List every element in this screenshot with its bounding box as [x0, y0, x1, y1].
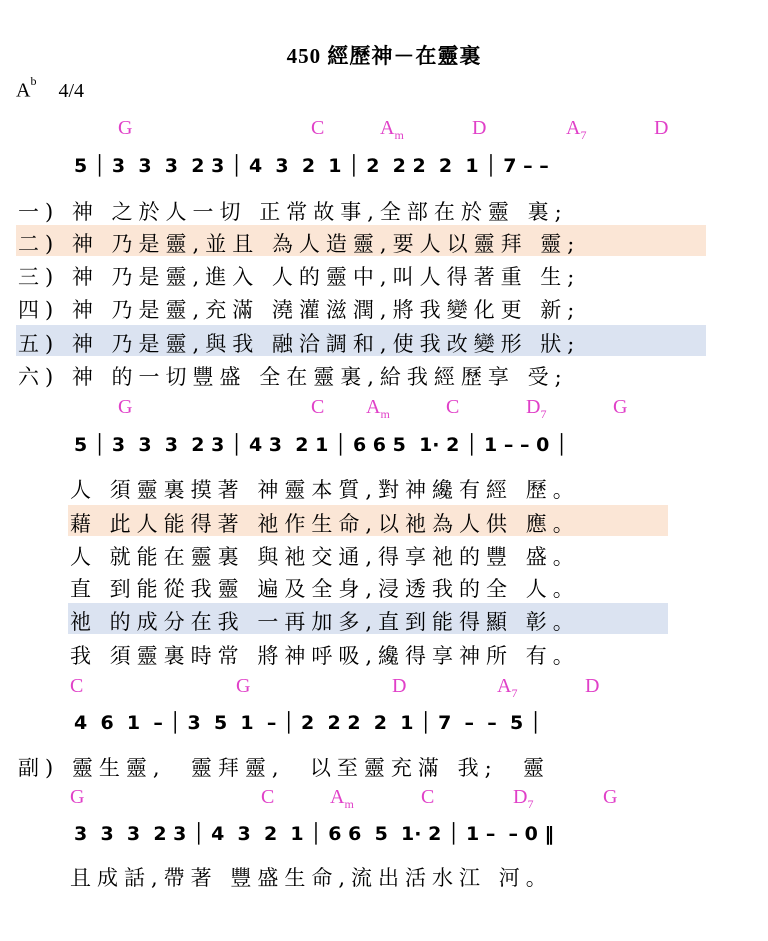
chord: $D_7$ [526, 396, 547, 421]
chord: C [421, 786, 435, 808]
lyric-line: 二) 神 乃是靈,並且 為人造靈,要人以靈拜 靈; [18, 232, 581, 256]
chord: $D_7$ [513, 786, 534, 811]
chord: C [446, 396, 460, 418]
chord: G [70, 786, 85, 808]
chord: G [118, 117, 133, 139]
key-accidental: b [30, 74, 37, 88]
lyric-line: 六) 神 的一切豐盛 全在靈裏,給我經歷享 受; [18, 365, 568, 389]
chord: $A_7$ [566, 117, 587, 142]
lyric-line: 人 就能在靈裏 與祂交通,得享祂的豐 盛。 [70, 545, 580, 569]
notation-line: 5 │ 3 3 3 2 3 │ 4 3 2 1 │ 2 2 2 2 1 │ 7 – – [74, 155, 549, 177]
chord: C [311, 396, 325, 418]
chord: $A_m$ [330, 786, 354, 811]
chord: D [654, 117, 669, 139]
lyric-line: 祂 的成分在我 一再加多,直到能得顯 彰。 [70, 610, 580, 634]
lyric-line: 直 到能從我靈 遍及全身,浸透我的全 人。 [70, 577, 580, 601]
lyric-line: 四) 神 乃是靈,充滿 澆灌滋潤,將我變化更 新; [18, 298, 581, 322]
chord: C [311, 117, 325, 139]
chord: $A_m$ [366, 396, 390, 421]
notation-line: 3 3 3 2 3 │ 4 3 2 1 │ 6 6 5 1· 2 │ 1 – – 0 ‖ [74, 823, 555, 845]
lyric-line: 藉 此人能得著 祂作生命,以祂為人供 應。 [70, 512, 580, 536]
chord: G [603, 786, 618, 808]
key-signature [16, 74, 85, 103]
lyric-line: 人 須靈裏摸著 神靈本質,對神纔有經 歷。 [70, 478, 580, 502]
lyric-line: 五) 神 乃是靈,與我 融洽調和,使我改變形 狀; [18, 332, 581, 356]
lyric-line: 且成話,帶著 豐盛生命,流出活水江 河。 [70, 866, 553, 890]
lyric-line: 我 須靈裏時常 將神呼吸,纔得享神所 有。 [70, 644, 580, 668]
lyric-line: 一) 神 之於人一切 正常故事,全部在於靈 裏; [18, 200, 568, 224]
key-note: A [16, 79, 31, 102]
chord: G [118, 396, 133, 418]
hymn-title: 450 經歷神－在靈裏 [286, 44, 482, 68]
chord: D [585, 675, 600, 697]
chord: G [613, 396, 628, 418]
lyric-line: 三) 神 乃是靈,進入 人的靈中,叫人得著重 生; [18, 265, 581, 289]
chord: D [472, 117, 487, 139]
chord: $A_m$ [380, 117, 404, 142]
chord: C [70, 675, 84, 697]
chord: G [236, 675, 251, 697]
lyric-line: 副) 靈生靈, 靈拜靈, 以至靈充滿 我; 靈 [18, 756, 551, 780]
chord: C [261, 786, 275, 808]
time-signature: 4/4 [58, 79, 85, 102]
chord: D [392, 675, 407, 697]
notation-line: 4 6 1 – │ 3 5 1 – │ 2 2 2 2 1 │ 7 – – 5 │ [74, 712, 542, 734]
notation-line: 5 │ 3 3 3 2 3 │ 4 3 2 1 │ 6 6 5 1· 2 │ 1 – – 0 │ [74, 434, 568, 456]
chord: $A_7$ [497, 675, 518, 700]
